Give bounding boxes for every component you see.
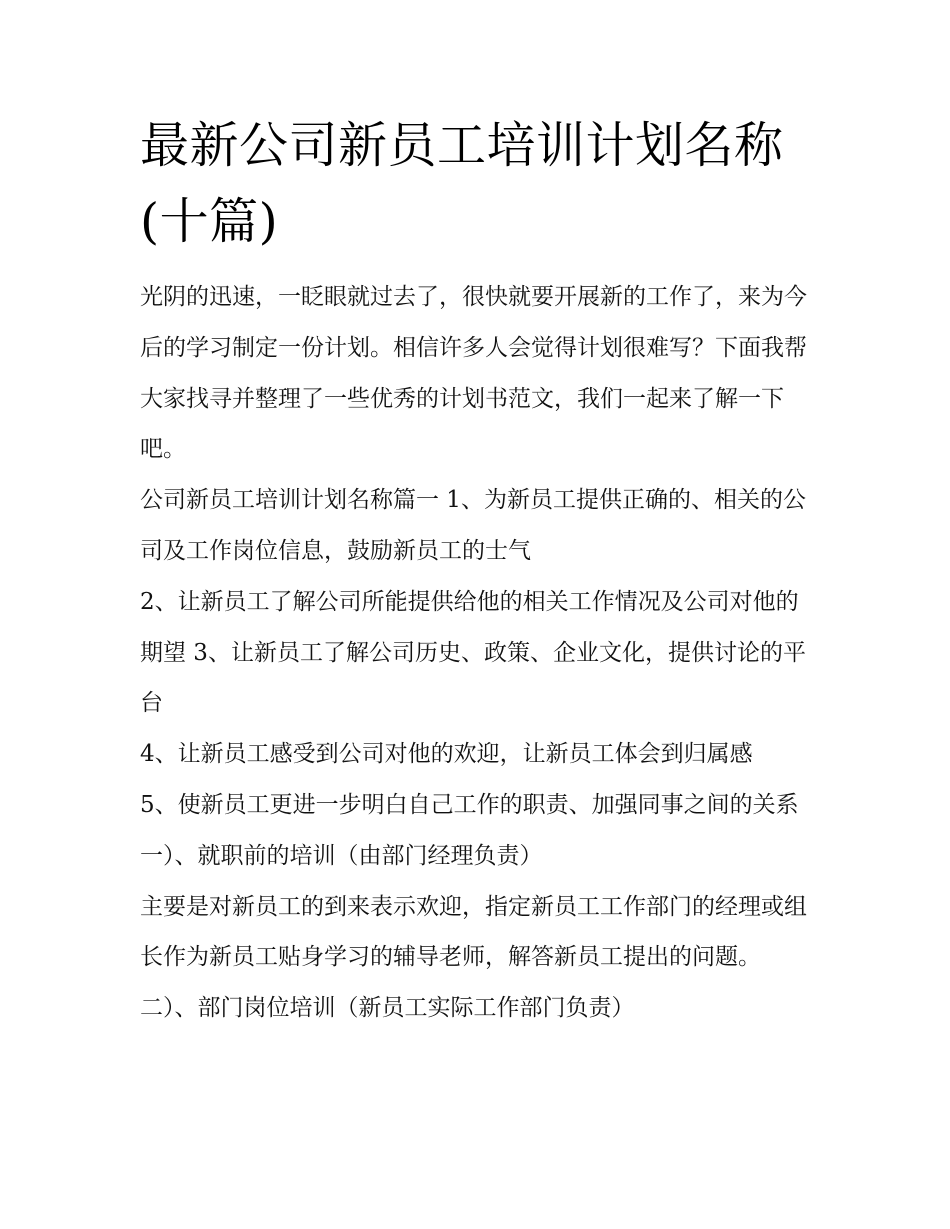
paragraph-item-4: 4、让新员工感受到公司对他的欢迎，让新员工体会到归属感 [140,741,753,768]
document-body [140,272,820,1034]
paragraph-item-1: 公司新员工培训计划名称篇一 1、为新员工提供正确的、相关的公司及工作岗位信息，鼓励新员工的士气 [140,487,806,564]
document-page [140,108,820,1034]
document-title: 最新公司新员工培训计划名称(十篇) [140,117,784,250]
paragraph-pre-job-training: 主要是对新员工的到来表示欢迎，指定新员工工作部门的经理或组长作为新员工贴身学习的辅导老师，解答新员工提出的问题。 [140,893,807,971]
paragraph-item-5: 5、使新员工更进一步明白自己工作的职责、加强同事之间的关系 一）、就职前的培训（由部门经理负责） [140,791,799,869]
paragraph-items-2-3: 2、让新员工了解公司所能提供给他的相关工作情况及公司对他的期望 3、让新员工了解公司历史、政策、企业文化，提供讨论的平台 [140,588,806,717]
paragraph-department-training: 二）、部门岗位培训（新员工实际工作部门负责） [140,995,635,1022]
paragraph-intro: 光阴的迅速，一眨眼就过去了，很快就要开展新的工作了，来为今后的学习制定一份计划。相信许多人会觉得计划很难写？下面我帮大家找寻并整理了一些优秀的计划书范文，我们一起来了解一下吧。 [140,284,807,463]
